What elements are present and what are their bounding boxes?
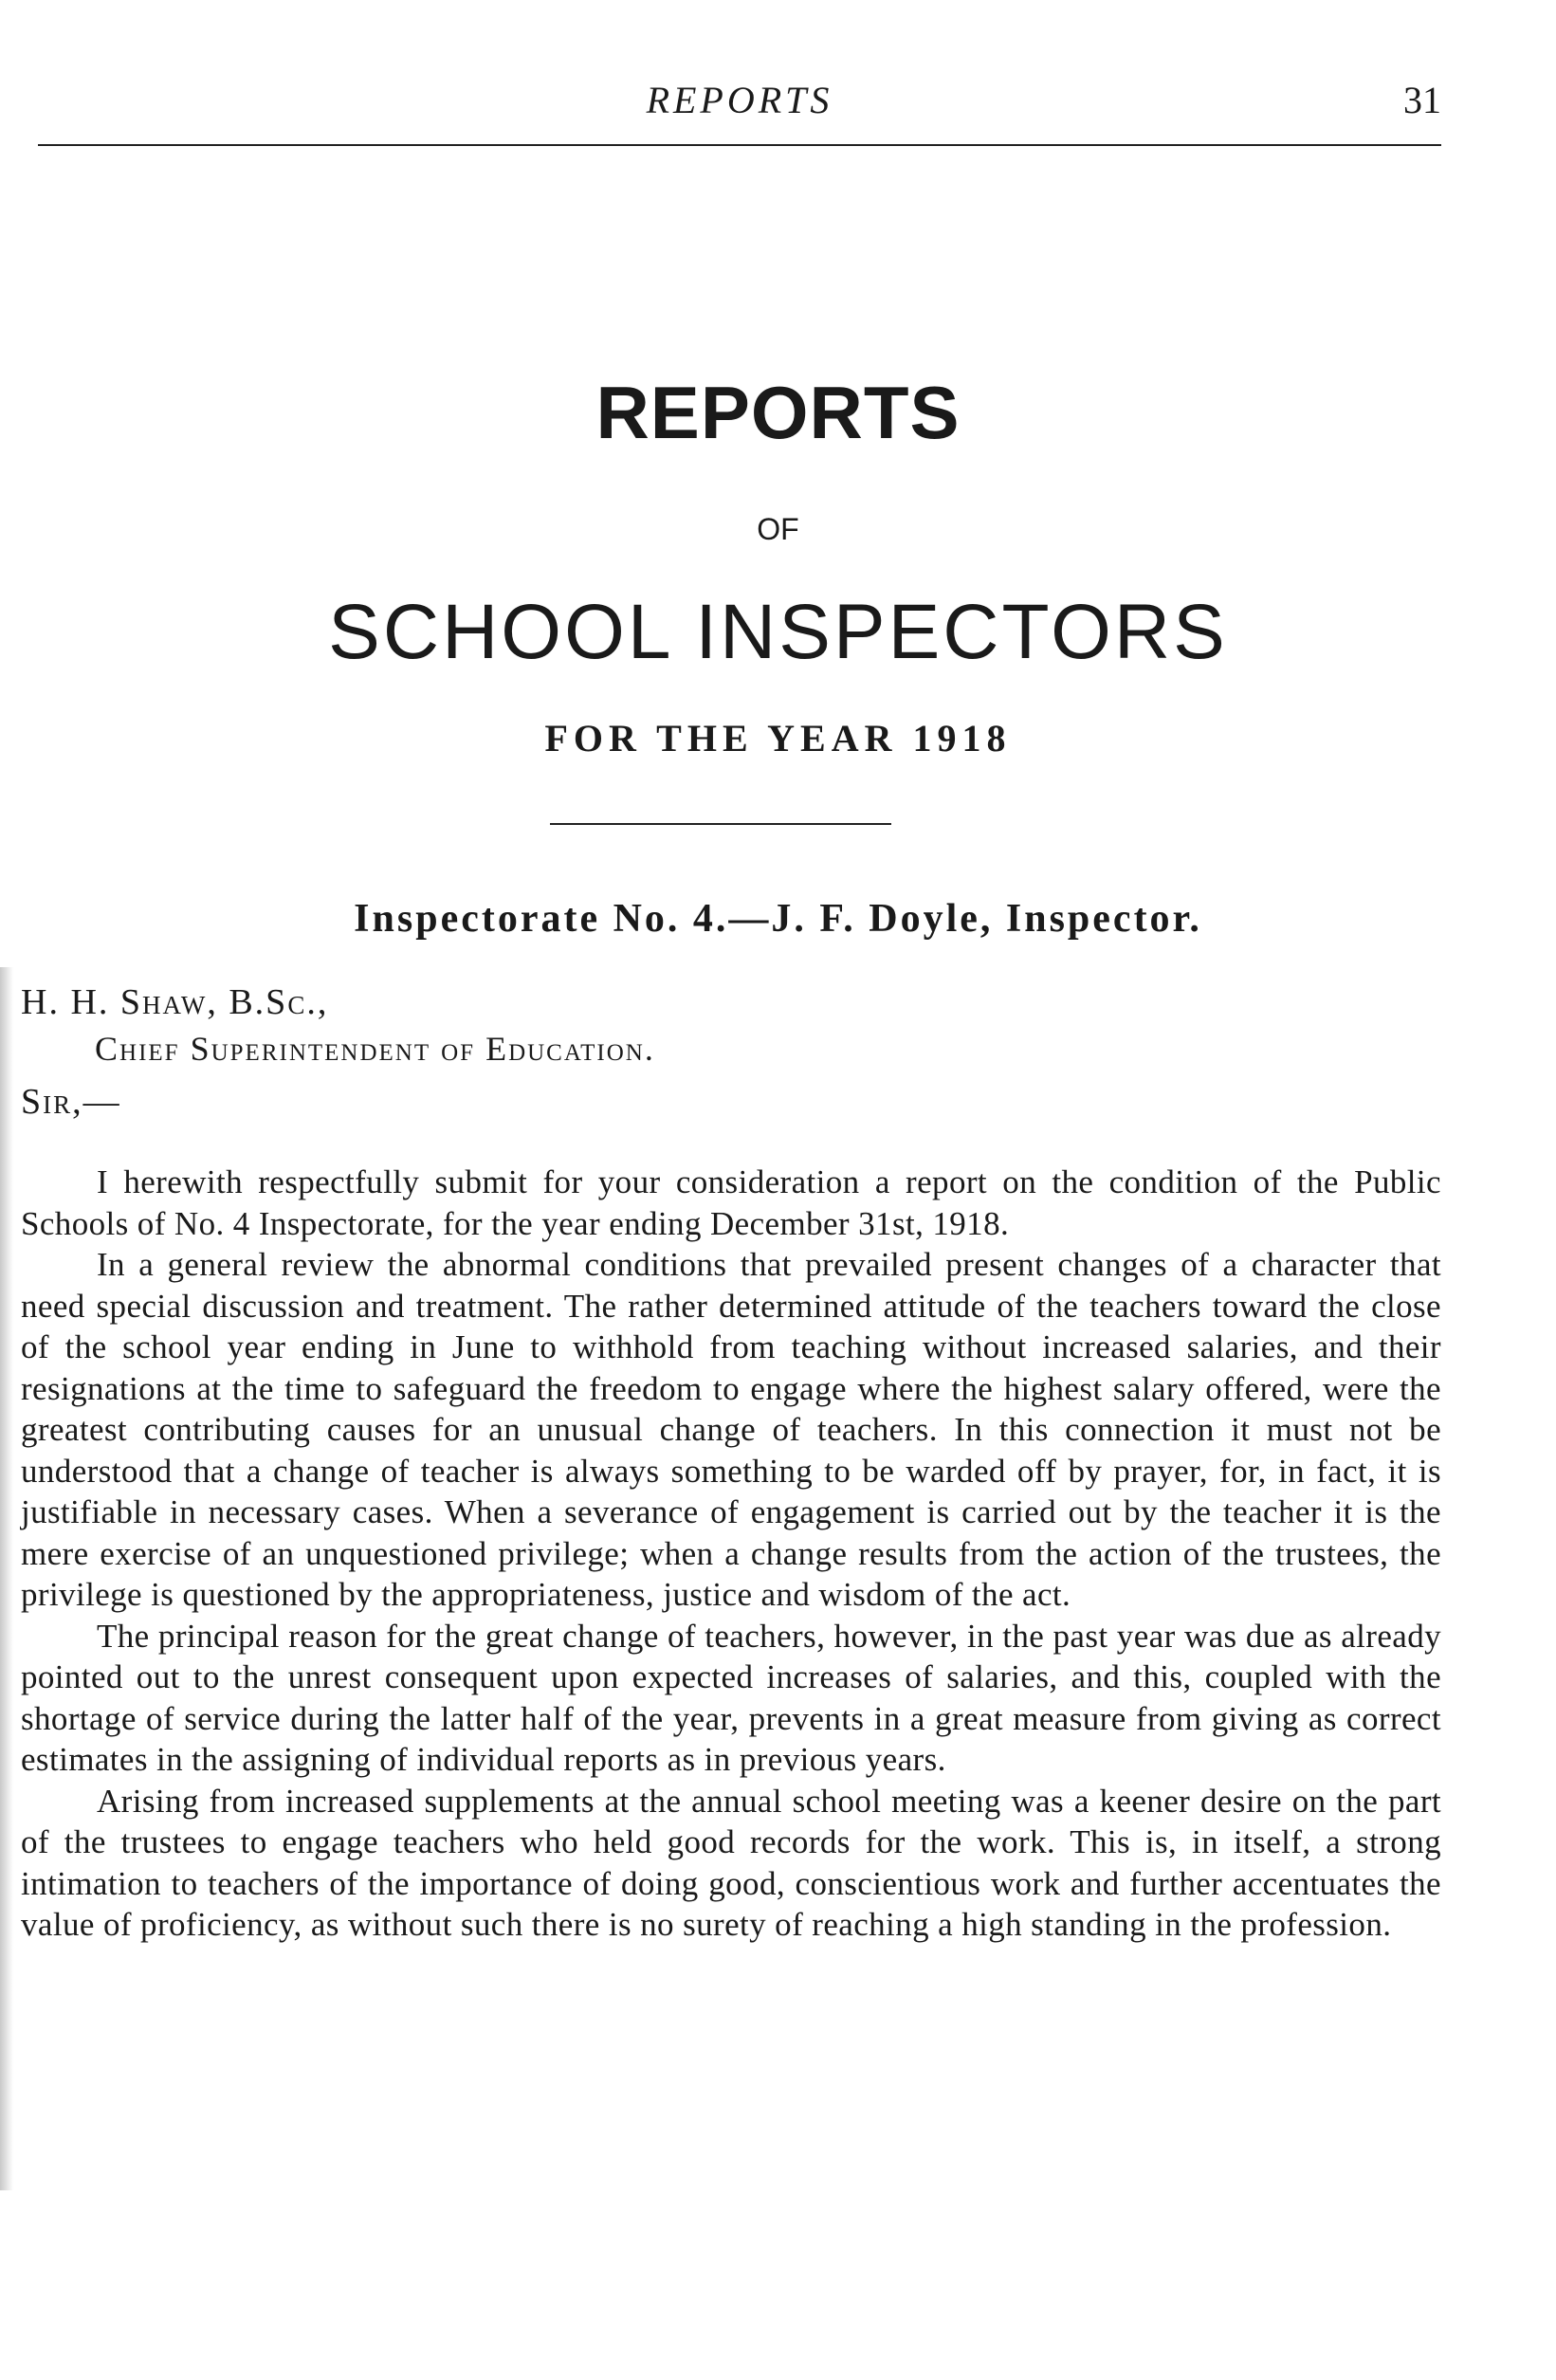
paragraph: The principal reason for the great change of teachers, however, in the past year was due as already pointed out to the unrest consequent upon expected increases of salaries, and this, coupled with the shortage of service during the latter half of the year, prevents in a great measure from giving as correct estimates in the assigning of individual reports as in previous years. bbox=[21, 1617, 1441, 1778]
title-year-line: FOR THE YEAR 1918 bbox=[544, 717, 1012, 760]
title-main: REPORTS bbox=[595, 371, 961, 454]
title-subtitle: SCHOOL INSPECTORS bbox=[328, 589, 1228, 675]
page-number: 31 bbox=[1403, 79, 1441, 121]
paragraph: Arising from increased supplements at the annual school meeting was a keener desire on the part of the trustees to engage teachers who held good records for the work. This is, in itself, a strong intimation to teachers of the importance of doing good, conscientious work and further accentuates the value of proficiency, as without such there is no surety of reaching a high standing in the profession. bbox=[21, 1782, 1441, 1943]
paragraph: In a general review the abnormal conditions that prevailed present changes of a character that need special discussion and treatment. The rather determined attitude of the teachers toward the close of the school year ending in June to withhold from teaching without increased salaries, and their resignations at the time to safeguard the freedom to engage where the highest salary offered, were the greatest contributing causes for an unusual change of teachers. In this connection it must not be understood that a change of teacher is always something to be warded off by prayer, for, in fact, it is justifiable in necessary cases. When a severance of engagement is carried out by the teacher it is the mere exercise of an unquestioned privilege; when a change results from the action of the trustees, the privilege is questioned by the appropriateness, justice and wisdom of the act. bbox=[21, 1246, 1441, 1613]
report-body bbox=[21, 1162, 1441, 1946]
section-divider bbox=[550, 823, 891, 825]
title-of: OF bbox=[757, 512, 799, 546]
binding-edge-shadow bbox=[0, 967, 13, 2190]
running-title: REPORTS bbox=[646, 79, 833, 121]
inspectorate-heading: Inspectorate No. 4.—J. F. Doyle, Inspector. bbox=[354, 897, 1202, 941]
paragraph: I herewith respectfully submit for your consideration a report on the condition of the Public Schools of No. 4 Inspectorate, for the year ending December 31st, 1918. bbox=[21, 1163, 1441, 1242]
addressee-name: H. H. Shaw, B.Sc., bbox=[21, 982, 329, 1022]
addressee-title: Chief Superintendent of Education. bbox=[95, 1030, 655, 1068]
salutation: Sir,— bbox=[21, 1082, 121, 1122]
running-header bbox=[38, 78, 1441, 146]
